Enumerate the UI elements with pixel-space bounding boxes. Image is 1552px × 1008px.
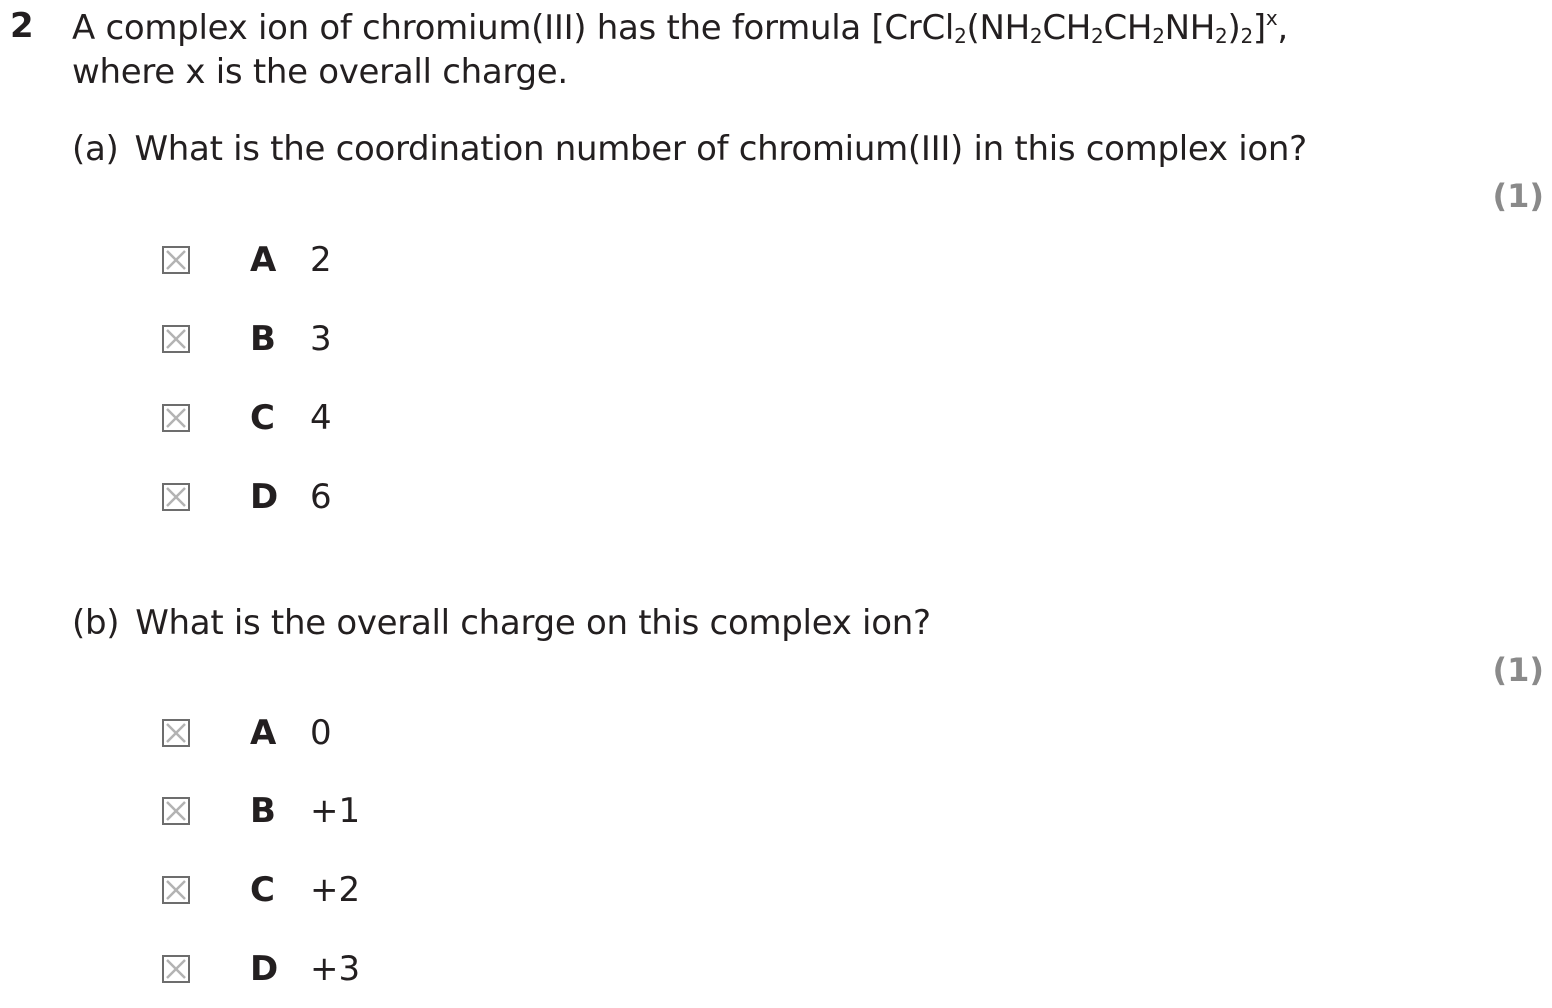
formula-part: CH (1042, 8, 1092, 48)
answer-checkbox[interactable] (162, 483, 190, 511)
formula-end: , (1277, 8, 1288, 48)
part-b-label: (b) (72, 603, 120, 643)
part-b-question (72, 603, 931, 643)
formula-superscript: x (1265, 6, 1278, 30)
option-value: 6 (310, 477, 332, 517)
formula-subscript: 2 (1091, 24, 1104, 48)
answer-option[interactable] (162, 319, 332, 359)
option-value: 2 (310, 240, 332, 280)
cross-icon (164, 406, 188, 430)
option-letter: C (250, 398, 275, 438)
option-value: +3 (310, 949, 361, 989)
cross-icon (164, 248, 188, 272)
option-value: +2 (310, 870, 361, 910)
formula-subscript: 2 (954, 24, 967, 48)
answer-option[interactable] (162, 949, 361, 989)
answer-option[interactable] (162, 870, 361, 910)
option-value: +1 (310, 791, 361, 831)
formula-part: ) (1227, 8, 1241, 48)
formula-subscript: 2 (1240, 24, 1253, 48)
formula-part: ] (1252, 8, 1266, 48)
part-b-marks: (1) (1492, 651, 1544, 689)
option-letter: B (250, 791, 276, 831)
answer-option[interactable] (162, 240, 332, 280)
formula-part: NH (1164, 8, 1216, 48)
option-value: 3 (310, 319, 332, 359)
option-letter: D (250, 477, 279, 517)
answer-checkbox[interactable] (162, 325, 190, 353)
question-stem (72, 6, 1288, 94)
option-letter: B (250, 319, 276, 359)
answer-checkbox[interactable] (162, 404, 190, 432)
part-a-label: (a) (72, 129, 119, 169)
option-value: 0 (310, 713, 332, 753)
answer-checkbox[interactable] (162, 876, 190, 904)
answer-checkbox[interactable] (162, 719, 190, 747)
part-a-marks: (1) (1492, 177, 1544, 215)
part-a-question (72, 129, 1307, 169)
stem-line-1 (72, 6, 1288, 50)
cross-icon (164, 799, 188, 823)
answer-option[interactable] (162, 398, 332, 438)
formula-subscript: 2 (1152, 24, 1165, 48)
part-b-text: What is the overall charge on this complex ion? (135, 603, 931, 643)
option-letter: A (250, 240, 277, 280)
part-a-text: What is the coordination number of chromium(III) in this complex ion? (134, 129, 1307, 169)
option-value: 4 (310, 398, 332, 438)
cross-icon (164, 878, 188, 902)
formula-part: CH (1103, 8, 1153, 48)
cross-icon (164, 485, 188, 509)
formula-part: (NH (966, 8, 1030, 48)
answer-checkbox[interactable] (162, 797, 190, 825)
cross-icon (164, 327, 188, 351)
formula-subscript: 2 (1215, 24, 1228, 48)
option-letter: D (250, 949, 279, 989)
stem-line-2: where x is the overall charge. (72, 52, 568, 92)
cross-icon (164, 957, 188, 981)
option-letter: C (250, 870, 275, 910)
stem-text: A complex ion of chromium(III) has the formula [CrCl (72, 8, 955, 48)
cross-icon (164, 721, 188, 745)
answer-checkbox[interactable] (162, 246, 190, 274)
option-letter: A (250, 713, 277, 753)
formula-subscript: 2 (1029, 24, 1043, 48)
question-number: 2 (10, 6, 34, 46)
answer-option[interactable] (162, 713, 332, 753)
answer-checkbox[interactable] (162, 955, 190, 983)
answer-option[interactable] (162, 477, 332, 517)
answer-option[interactable] (162, 791, 361, 831)
